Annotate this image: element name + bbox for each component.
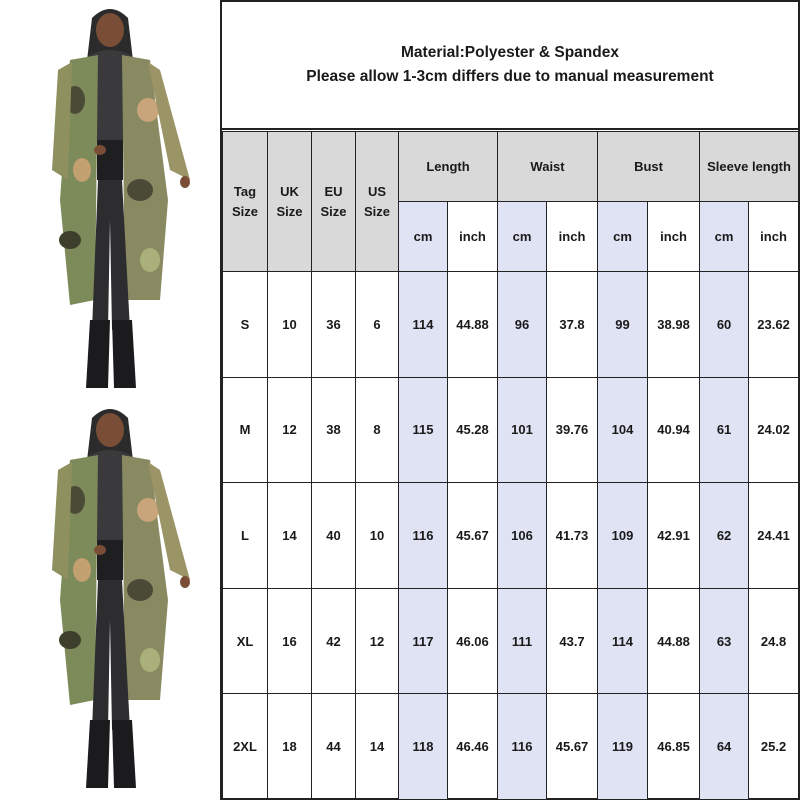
cell-uk: 16 [268,588,312,694]
col-header-sleeve-length: Sleeve length [700,132,799,202]
size-table [222,131,799,800]
cell-sleeve-cm: 60 [700,272,749,378]
cell-tag: XL [223,588,268,694]
cell-waist-cm: 111 [498,588,547,694]
unit-header-cm: cm [598,202,648,272]
table-row [223,483,799,589]
cell-length-in: 45.28 [448,377,498,483]
cell-length-in: 46.06 [448,588,498,694]
cell-eu: 44 [312,694,356,800]
cell-uk: 12 [268,377,312,483]
cell-sleeve-cm: 63 [700,588,749,694]
col-header-length: Length [399,132,498,202]
cell-waist-in: 39.76 [547,377,598,483]
model-photo-camo-coat [0,400,220,800]
unit-header-inch: inch [749,202,799,272]
cell-uk: 18 [268,694,312,800]
table-row [223,694,799,800]
cell-waist-cm: 116 [498,694,547,800]
cell-bust-cm: 114 [598,588,648,694]
unit-header-cm: cm [498,202,547,272]
cell-eu: 38 [312,377,356,483]
cell-tag: 2XL [223,694,268,800]
cell-us: 12 [356,588,399,694]
cell-sleeve-cm: 62 [700,483,749,589]
cell-tag: M [223,377,268,483]
cell-us: 6 [356,272,399,378]
cell-sleeve-in: 25.2 [749,694,799,800]
cell-waist-in: 45.67 [547,694,598,800]
unit-header-cm: cm [399,202,448,272]
cell-length-cm: 118 [399,694,448,800]
cell-eu: 40 [312,483,356,589]
cell-waist-cm: 106 [498,483,547,589]
cell-bust-cm: 119 [598,694,648,800]
cell-length-cm: 116 [399,483,448,589]
cell-bust-cm: 109 [598,483,648,589]
cell-waist-cm: 101 [498,377,547,483]
unit-header-inch: inch [648,202,700,272]
cell-sleeve-cm: 61 [700,377,749,483]
cell-length-cm: 117 [399,588,448,694]
col-header-tag-size: Tag Size [223,132,268,272]
unit-header-cm: cm [700,202,749,272]
product-photos [0,0,222,800]
cell-sleeve-in: 24.02 [749,377,799,483]
cell-waist-in: 43.7 [547,588,598,694]
cell-us: 8 [356,377,399,483]
cell-bust-in: 38.98 [648,272,700,378]
measurement-note: Please allow 1-3cm differs due to manual measurement [306,68,714,85]
cell-uk: 14 [268,483,312,589]
cell-tag: L [223,483,268,589]
unit-header-inch: inch [448,202,498,272]
table-row [223,588,799,694]
cell-waist-cm: 96 [498,272,547,378]
cell-bust-in: 46.85 [648,694,700,800]
material-text: Material:Polyester & Spandex [401,44,619,61]
cell-sleeve-cm: 64 [700,694,749,800]
cell-uk: 10 [268,272,312,378]
cell-tag: S [223,272,268,378]
cell-length-cm: 114 [399,272,448,378]
cell-waist-in: 37.8 [547,272,598,378]
model-photo-camo-coat [0,0,220,400]
cell-length-in: 45.67 [448,483,498,589]
col-header-eu-size: EU Size [312,132,356,272]
cell-bust-cm: 104 [598,377,648,483]
unit-header-inch: inch [547,202,598,272]
table-row [223,272,799,378]
col-header-waist: Waist [498,132,598,202]
cell-bust-in: 42.91 [648,483,700,589]
size-chart-header [222,2,798,130]
cell-eu: 42 [312,588,356,694]
cell-us: 14 [356,694,399,800]
size-chart-panel [222,0,800,800]
cell-bust-cm: 99 [598,272,648,378]
cell-waist-in: 41.73 [547,483,598,589]
col-header-bust: Bust [598,132,700,202]
col-header-us-size: US Size [356,132,399,272]
cell-length-cm: 115 [399,377,448,483]
cell-us: 10 [356,483,399,589]
cell-bust-in: 44.88 [648,588,700,694]
cell-sleeve-in: 24.8 [749,588,799,694]
cell-length-in: 44.88 [448,272,498,378]
cell-sleeve-in: 23.62 [749,272,799,378]
table-row [223,377,799,483]
cell-bust-in: 40.94 [648,377,700,483]
col-header-uk-size: UK Size [268,132,312,272]
cell-length-in: 46.46 [448,694,498,800]
cell-sleeve-in: 24.41 [749,483,799,589]
cell-eu: 36 [312,272,356,378]
